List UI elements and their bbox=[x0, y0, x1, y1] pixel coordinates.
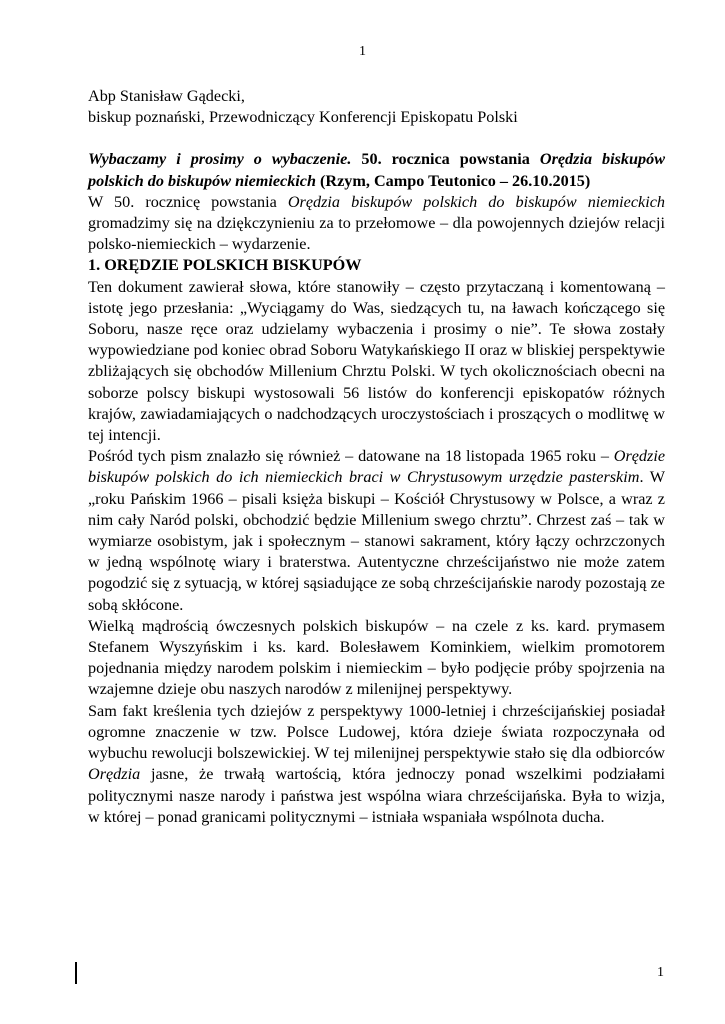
footer-page-number: 1 bbox=[657, 965, 664, 980]
p4-after: jasne, że trwałą wartością, która jednoczy ponad wszelkimi podziałami politycznymi nasze narody i państwa jest wspólna wiara chrześcijańska. Była to wizja, w której – ponad granicami politycznymi – istniała wspaniała wspólnota ducha. bbox=[88, 765, 665, 826]
paragraph-2 bbox=[88, 446, 665, 616]
paragraph-1: Ten dokument zawierał słowa, które stanowiły – często przytaczaną i komentowaną – istotę jego przesłania: „Wyciągamy do Was, siedzących tu, na ławach kończącego się Soboru, nasze ręce oraz udzielamy wybaczenia i prosimy o nie”. Te słowa zostały wypowiedziane pod koniec obrad Soboru Watykańskiego II oraz w bliskiej perspektywie zbliżających się obchodów Millenium Chrztu Polski. W tych okolicznościach obecni na soborze polscy biskupi wystosowali 56 listów do konferencji episkopatów różnych krajów, zawiadamiających o nadchodzących uroczystościach i proszących o modlitwę w tej intencji. bbox=[88, 277, 665, 445]
intro-after: gromadzimy się na dziękczynieniu za to przełomowe – dla powojennych dziejów relacji polsko-niemieckich – wydarzenie. bbox=[88, 214, 665, 254]
p2-before: Pośród tych pism znalazło się również – datowane na 18 listopada 1965 roku – bbox=[88, 447, 614, 466]
paragraph-4 bbox=[88, 701, 665, 828]
title-end: (Rzym, Campo Teutonico – 26.10.2015) bbox=[316, 171, 591, 190]
header-page-number: 1 bbox=[359, 44, 366, 59]
p2-after: . W „roku Pańskim 1966 – pisali księża biskupi – Kościół Chrystusowy w Polsce, a wraz z nim cały Naród polski, obchodzić będzie Millenium swego chrztu”. Chrzest zaś – tak w wymiarze osobistym, jak i społecznym – stanowi sakrament, który łączy ochrzczonych w jedną wspólnotę wiary i braterstwa. Autentyczne chrześcijaństwo nie może zatem pogodzić się z sytuacją, w której sąsiadujące ze sobą chrześcijańskie narody pozostają ze sobą skłócone. bbox=[88, 468, 665, 614]
footer-divider-bar bbox=[75, 962, 77, 984]
author-affiliation: biskup poznański, Przewodniczący Konferencji Episkopatu Polski bbox=[88, 108, 518, 127]
intro-before: W 50. rocznicę powstania bbox=[88, 192, 288, 211]
p4-italic: Orędzia bbox=[88, 765, 141, 784]
intro-italic: Orędzia biskupów polskich do biskupów niemieckich bbox=[287, 192, 665, 211]
title-italic-1: Wybaczamy i prosimy o wybaczenie. bbox=[88, 150, 352, 169]
document-body bbox=[88, 86, 665, 828]
p4-before: Sam fakt kreślenia tych dziejów z perspektywy 1000-letniej i chrześcijańskiej posiadał ogromne znaczenie w tzw. Polsce Ludowej, która dzieje świata rozpoczynała od wybuchu rewolucji bolszewickiej. W tej milenijnej perspektywie stało się dla odbiorców bbox=[88, 701, 665, 763]
title-mid: 50. rocznica powstania bbox=[351, 150, 540, 169]
paragraph-3: Wielką mądrością ówczesnych polskich biskupów – na czele z ks. kard. prymasem Stefanem Wyszyńskim i ks. kard. Bolesławem Kominkiem, wielkim promotorem pojednania między narodem polskim i niemieckim – było podjęcie próby spojrzenia na wzajemne dzieje obu naszych narodów z milenijnej perspektywy. bbox=[88, 616, 665, 699]
author-name: Abp Stanisław Gądecki, bbox=[88, 87, 245, 105]
intro-paragraph bbox=[88, 192, 665, 256]
document-title bbox=[88, 149, 665, 191]
author-block bbox=[88, 86, 665, 128]
section-heading: 1. ORĘDZIE POLSKICH BISKUPÓW bbox=[88, 256, 362, 275]
p2-italic: Orędzie biskupów polskich do ich niemieckich braci w Chrystusowym urzędzie pasterskim bbox=[88, 447, 665, 487]
title-italic-2: Orędzia biskupów polskich do biskupów niemieckich bbox=[88, 150, 665, 190]
